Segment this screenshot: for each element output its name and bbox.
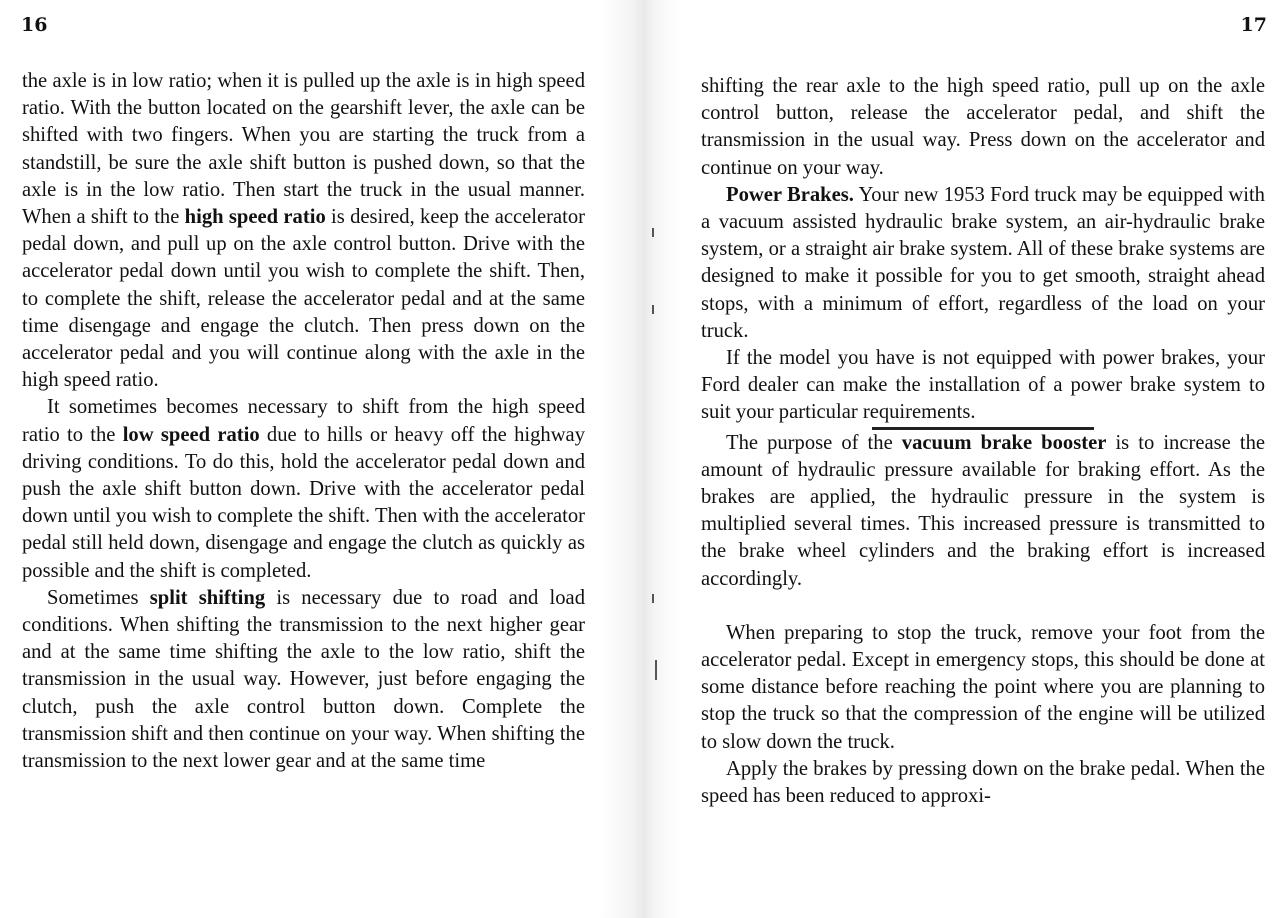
paragraph: It sometimes becomes necessary to shift from the high speed ratio to the low speed ratio due to hills or heavy off the highway driving conditions. To do this, hold the accelerator pedal down and push the axle shift button down. Drive with the accelerator pedal down until you wish to complete the shift. Then with the accelerator pedal still held down, disengage and engage the clutch as quickly as possible and the shift is completed. [22, 396, 585, 582]
paragraph: The purpose of the vacuum brake booster is to increase the amount of hydraulic pressure available for braking effort. As the brakes are applied, the hydraulic pressure in the system is multiplied several times. This increased pressure is transmitted to the brake wheel cylinders and the braking effort is increased accordingly. [701, 431, 1266, 590]
gutter-mark [652, 594, 654, 603]
left-page [0, 0, 620, 918]
paragraph: Apply the brakes by pressing down on the brake pedal. When the speed has been reduced to approxi- [701, 757, 1265, 808]
right-page [660, 0, 1279, 918]
paragraph: When preparing to stop the truck, remove your foot from the accelerator pedal. Except in emergency stops, this should be done at some distance before reaching the point where you are planning to stop the truck so that the compression of the engine will be utilized to slow down the truck. [701, 621, 1265, 753]
blank-line [701, 593, 1265, 620]
paragraph: If the model you have is not equipped with power brakes, your Ford dealer can make the installation of a power brake system to suit your particular requirements. [701, 347, 1265, 424]
paragraph: the axle is in low ratio; when it is pulled up the axle is in high speed ratio. With the button located on the gearshift lever, the axle can be shifted with two fingers. When you are starting the truck from a standstill, be sure the axle shift button is pushed down, so that the axle is in the low ratio. Then start the truck in the usual manner. When a shift to the high speed ratio is desired, keep the accelerator pedal down, and pull up on the axle control button. Drive with the accelerator pedal down until you wish to complete the shift. Then, to complete the shift, release the accelerator pedal and at the same time disengage and engage the clutch. Then press down on the accelerator pedal and you will continue along with the axle in the high speed ratio. [22, 70, 585, 392]
page-number: 17 [1240, 14, 1267, 36]
gutter-mark [652, 228, 654, 237]
paragraph: Power Brakes. Your new 1953 Ford truck may be equipped with a vacuum assisted hydraulic brake system, an air-hydraulic brake system, or a straight air brake system. All of these brake systems are designed to make it possible for you to get smooth, straight ahead stops, with a minimum of effort, regardless of the load on your truck. [701, 183, 1265, 342]
gutter-mark [652, 305, 654, 314]
page-number: 16 [21, 14, 48, 36]
section-heading: Power Brakes. [726, 183, 854, 206]
gutter-mark [655, 660, 657, 680]
paragraph: shifting the rear axle to the high speed ratio, pull up on the axle control button, release the accelerator pedal, and shift the transmission in the usual way. Press down on the accelerator and continue on your way. [701, 75, 1265, 179]
text-column [701, 73, 1265, 810]
paragraph: Sometimes split shifting is necessary due to road and load conditions. When shifting the transmission to the next higher gear and at the same time shifting the axle to the low ratio, shift the transmission in the usual way. However, just before engaging the clutch, push the axle control button down. Complete the transmission shift and then continue on your way. When shifting the transmission to the next lower gear and at the same time [22, 586, 585, 773]
text-column [22, 68, 585, 775]
